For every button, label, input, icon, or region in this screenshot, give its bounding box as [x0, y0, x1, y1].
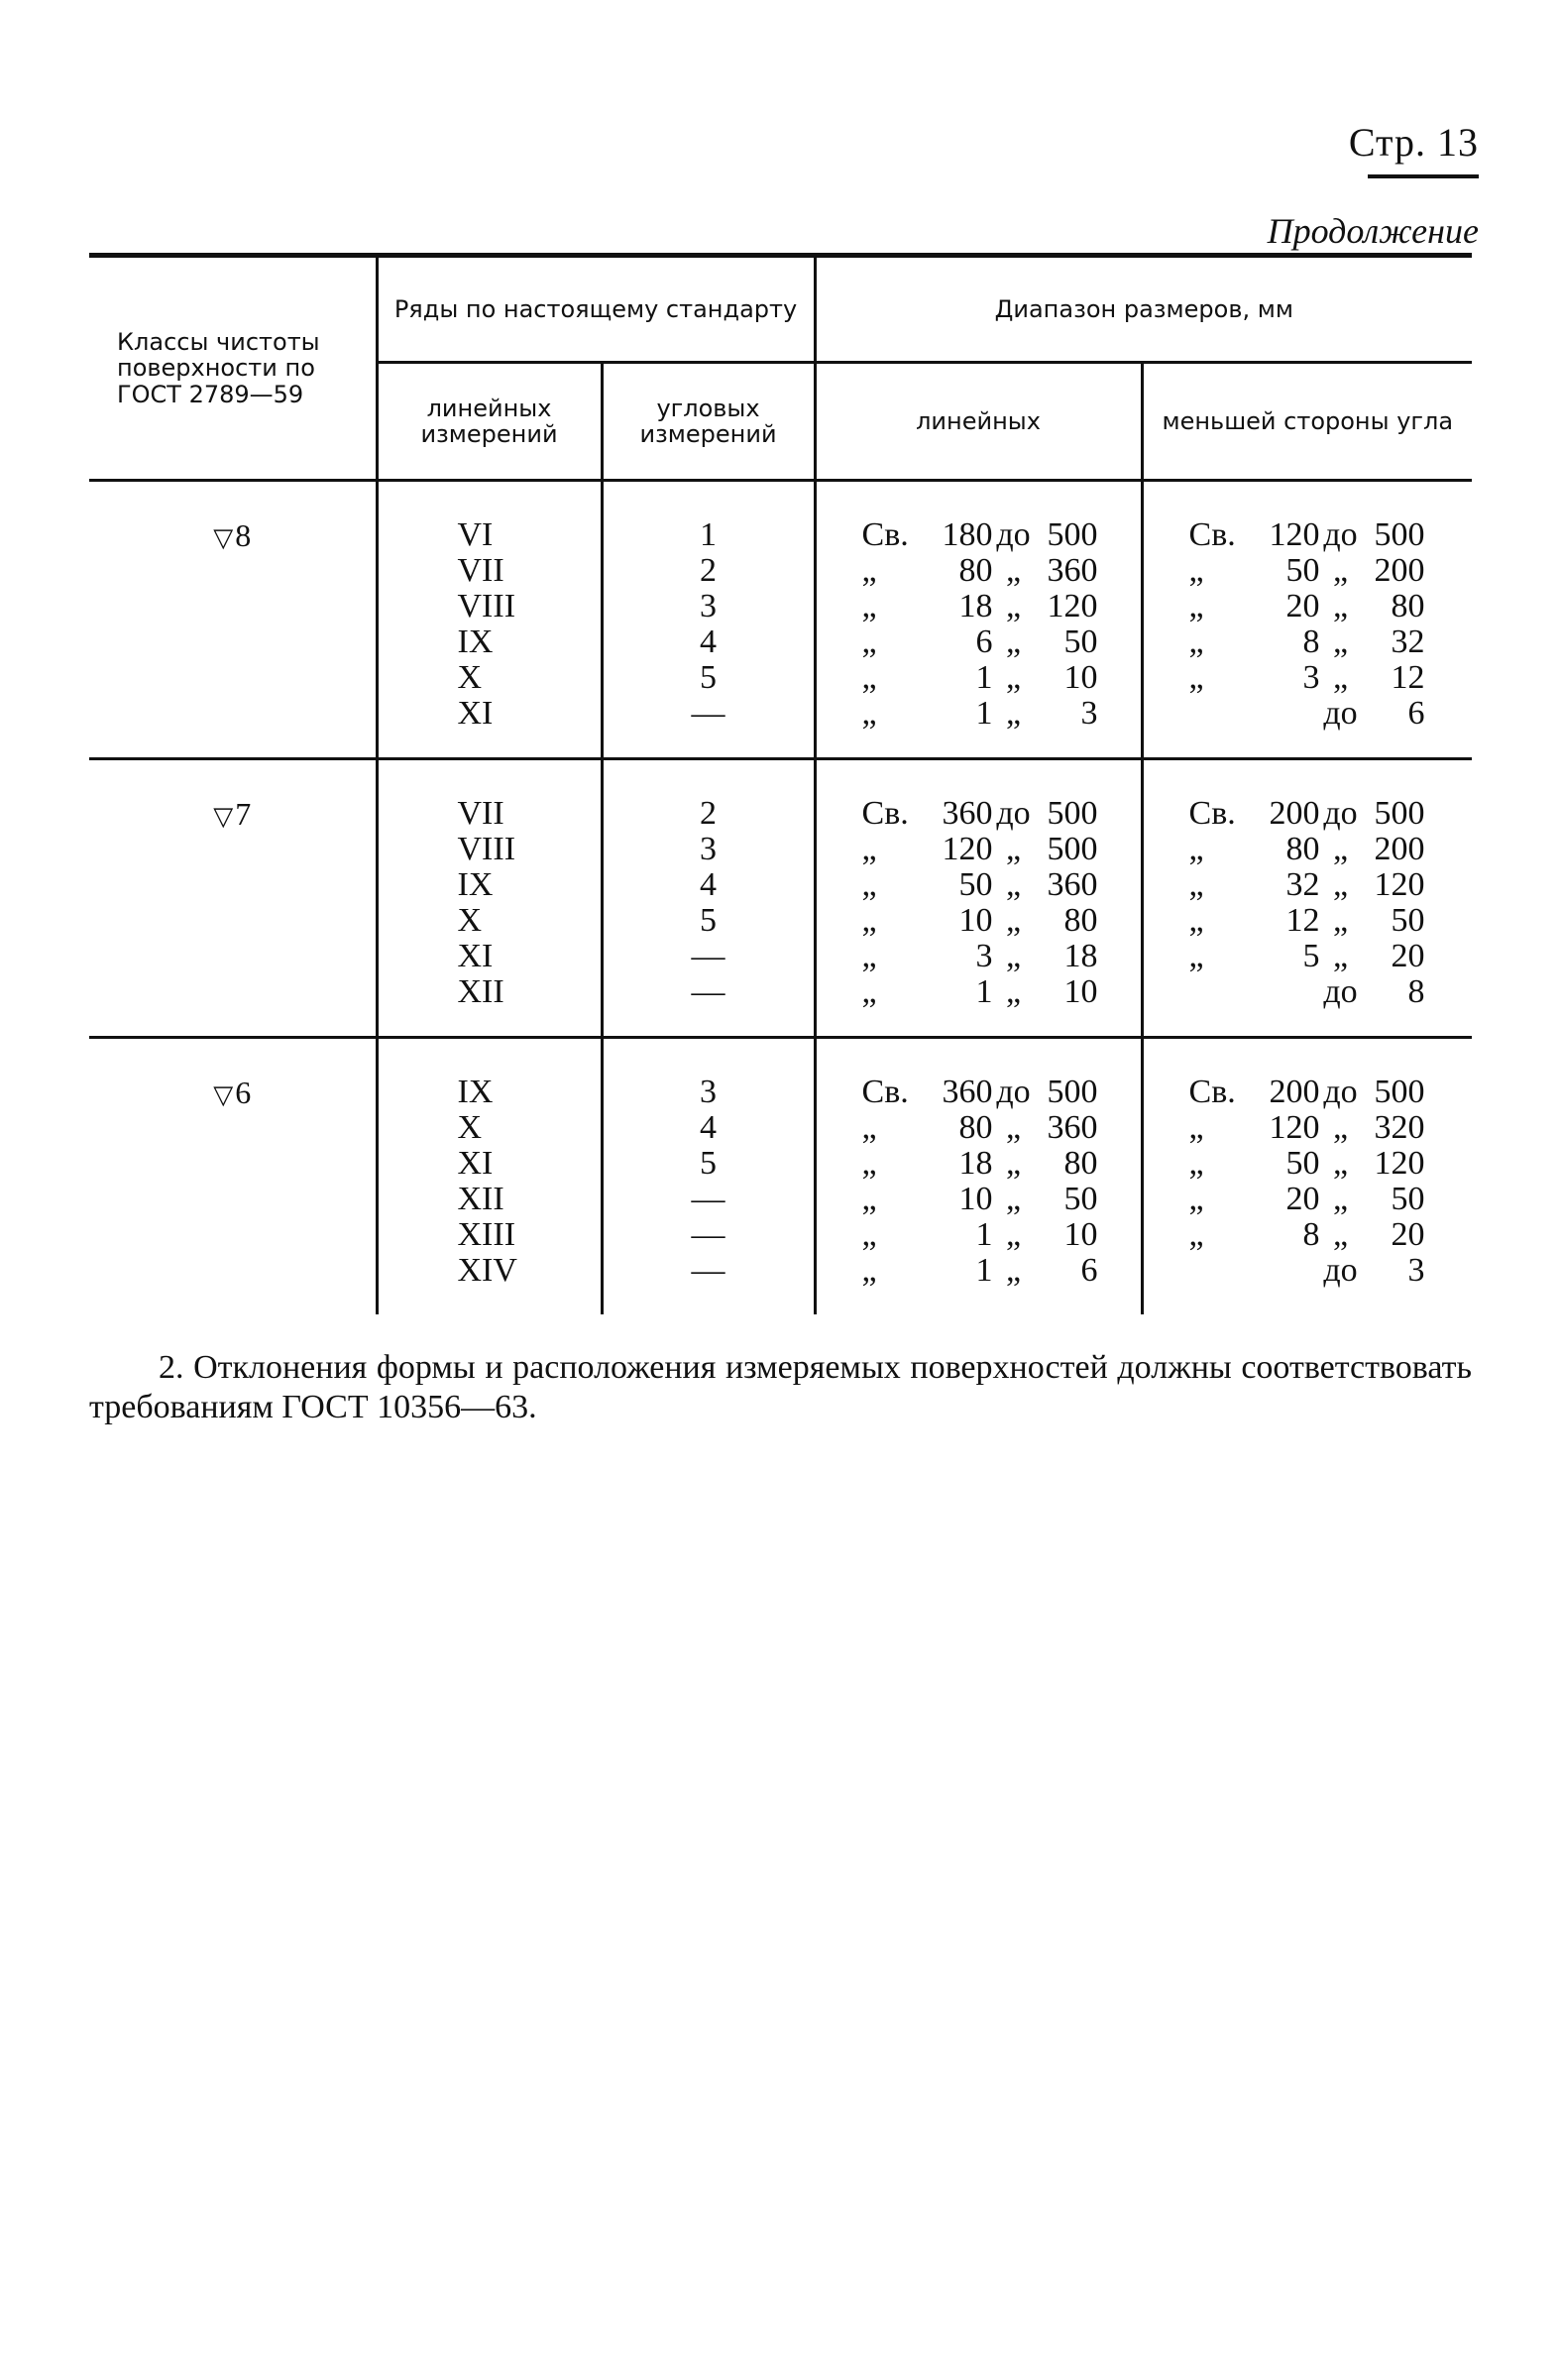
range-line — [1152, 624, 1465, 660]
range-prefix: „ — [1188, 938, 1204, 974]
surface-finish-icon: ▽ — [213, 523, 234, 553]
range-line — [825, 1182, 1133, 1217]
range-from: 3 — [1302, 659, 1320, 696]
range-from: 120 — [942, 831, 993, 867]
angular-row-value: 5 — [700, 1145, 717, 1182]
range-prefix: Св. — [1188, 516, 1236, 553]
range-line — [825, 832, 1133, 867]
range-to: 8 — [1407, 973, 1425, 1010]
range-from: 6 — [975, 623, 993, 660]
range-from: 32 — [1285, 866, 1320, 903]
range-line — [1152, 939, 1465, 974]
class-number: 6 — [235, 1075, 252, 1110]
range-to-word: „ — [1005, 973, 1022, 1010]
linear-row-value: XI — [457, 695, 494, 732]
range-to-word: „ — [1005, 1181, 1022, 1217]
angular-row-value: 5 — [700, 659, 717, 696]
range-to: 6 — [1407, 695, 1425, 732]
range-to-word: до — [996, 516, 1031, 553]
linear-row-value: IX — [457, 1074, 494, 1110]
range-to: 32 — [1391, 623, 1425, 660]
range-to: 20 — [1391, 1216, 1425, 1253]
range-prefix: „ — [861, 1109, 877, 1146]
range-prefix: „ — [861, 695, 877, 732]
range-from: 80 — [958, 552, 993, 589]
range-prefix: „ — [1188, 623, 1204, 660]
range-prefix: Св. — [861, 795, 909, 832]
angular-rows-cell — [602, 1038, 815, 1315]
header-rows-linear: линейных измерений — [377, 363, 602, 481]
range-to-word: „ — [1332, 831, 1349, 867]
range-prefix: Св. — [861, 1074, 909, 1110]
range-from: 360 — [942, 1074, 993, 1110]
range-to: 500 — [1047, 516, 1098, 553]
range-to-word: „ — [1332, 1181, 1349, 1217]
range-to-word: до — [996, 795, 1031, 832]
range-line — [1152, 903, 1465, 939]
range-to-word: „ — [1005, 623, 1022, 660]
range-from: 120 — [1269, 1109, 1320, 1146]
header-classes: Классы чистоты поверхности по ГОСТ 2789—59 — [89, 256, 377, 481]
range-prefix: Св. — [1188, 1074, 1236, 1110]
table-row — [89, 1038, 1472, 1315]
range-line — [825, 589, 1133, 624]
range-prefix: „ — [1188, 1216, 1204, 1253]
linear-row-value: X — [457, 902, 483, 939]
range-to: 500 — [1374, 516, 1425, 553]
range-prefix: „ — [1188, 902, 1204, 939]
range-line — [1152, 660, 1465, 696]
range-from: 360 — [942, 795, 993, 832]
range-to: 500 — [1047, 795, 1098, 832]
range-line — [1152, 832, 1465, 867]
note-paragraph: 2. Отклонения формы и расположения измеряемых поверхностей должны соответствовать требованиям ГОСТ 10356—63. — [89, 1349, 1472, 1425]
range-to-word: „ — [1005, 695, 1022, 732]
range-prefix: „ — [861, 866, 877, 903]
tolerance-table — [89, 253, 1472, 1314]
range-line — [1152, 1146, 1465, 1182]
angular-row-value: 4 — [700, 866, 717, 903]
range-prefix: „ — [861, 623, 877, 660]
range-to-word: до — [1323, 795, 1358, 832]
range-prefix: „ — [1188, 552, 1204, 589]
range-from: 1 — [975, 659, 993, 696]
range-to-word: „ — [1332, 623, 1349, 660]
range-line — [825, 1217, 1133, 1253]
angular-row-value: 3 — [700, 1074, 717, 1110]
range-to: 50 — [1391, 1181, 1425, 1217]
linear-rows-cell — [377, 759, 602, 1038]
range-to-word: „ — [1005, 588, 1022, 624]
range-to-word: „ — [1005, 866, 1022, 903]
range-from: 200 — [1269, 795, 1320, 832]
range-from: 8 — [1302, 623, 1320, 660]
range-to: 200 — [1374, 552, 1425, 589]
linear-row-value: XIII — [457, 1216, 516, 1253]
range-prefix: „ — [1188, 831, 1204, 867]
range-prefix: „ — [1188, 588, 1204, 624]
linear-row-value: IX — [457, 623, 494, 660]
page-number-underline — [1368, 174, 1479, 178]
range-line — [1152, 796, 1465, 832]
surface-finish-icon: ▽ — [213, 802, 234, 832]
range-line — [825, 660, 1133, 696]
range-to: 50 — [1063, 623, 1098, 660]
range-to: 18 — [1063, 938, 1098, 974]
table-row — [89, 481, 1472, 759]
range-to: 360 — [1047, 552, 1098, 589]
angular-row-value: — — [691, 695, 725, 732]
range-to: 120 — [1047, 588, 1098, 624]
range-to-word: „ — [1332, 1109, 1349, 1146]
linear-row-value: VIII — [457, 831, 516, 867]
range-to: 50 — [1063, 1181, 1098, 1217]
range-to-word: „ — [1005, 902, 1022, 939]
range-prefix: Св. — [1188, 795, 1236, 832]
linear-row-value: X — [457, 1109, 483, 1146]
range-to-word: до — [996, 1074, 1031, 1110]
range-to-word: „ — [1005, 831, 1022, 867]
linear-row-value: VI — [457, 516, 494, 553]
range-prefix: „ — [861, 1252, 877, 1289]
range-line — [1152, 553, 1465, 589]
range-prefix: „ — [1188, 1145, 1204, 1182]
angular-row-value: — — [691, 1216, 725, 1253]
linear-range-cell — [815, 481, 1142, 759]
range-to-word: „ — [1332, 552, 1349, 589]
angle-range-cell — [1142, 759, 1472, 1038]
range-prefix: „ — [861, 973, 877, 1010]
angular-row-value: — — [691, 938, 725, 974]
angular-row-value: 4 — [700, 623, 717, 660]
range-to-word: „ — [1332, 866, 1349, 903]
range-line — [825, 553, 1133, 589]
range-from: 1 — [975, 973, 993, 1010]
linear-rows-cell — [377, 481, 602, 759]
range-to: 360 — [1047, 1109, 1098, 1146]
range-prefix: „ — [861, 1145, 877, 1182]
range-line — [825, 939, 1133, 974]
range-line — [1152, 867, 1465, 903]
range-to-word: „ — [1332, 588, 1349, 624]
range-from: 50 — [1285, 552, 1320, 589]
range-from: 10 — [958, 1181, 993, 1217]
range-to: 3 — [1407, 1252, 1425, 1289]
range-from: 1 — [975, 1216, 993, 1253]
range-line — [825, 696, 1133, 732]
page-number: Стр. 13 — [1348, 120, 1479, 165]
range-prefix: „ — [861, 659, 877, 696]
range-from: 5 — [1302, 938, 1320, 974]
range-to-word: „ — [1332, 902, 1349, 939]
linear-row-value: X — [457, 659, 483, 696]
linear-range-cell — [815, 1038, 1142, 1315]
range-to: 6 — [1080, 1252, 1098, 1289]
angular-rows-cell — [602, 481, 815, 759]
range-to: 360 — [1047, 866, 1098, 903]
range-to-word: „ — [1005, 1109, 1022, 1146]
range-from: 1 — [975, 695, 993, 732]
range-line — [1152, 1217, 1465, 1253]
range-to-word: до — [1323, 1074, 1358, 1110]
range-to: 10 — [1063, 659, 1098, 696]
linear-row-value: VII — [457, 795, 504, 832]
range-to-word: „ — [1332, 938, 1349, 974]
continued-label: Продолжение — [1267, 211, 1479, 251]
range-to: 20 — [1391, 938, 1425, 974]
range-to: 500 — [1047, 831, 1098, 867]
range-line — [1152, 1253, 1465, 1289]
range-to: 10 — [1063, 1216, 1098, 1253]
class-cell — [89, 481, 377, 759]
angular-row-value: — — [691, 1181, 725, 1217]
angular-row-value: — — [691, 1252, 725, 1289]
header-range-angle: меньшей стороны угла — [1142, 363, 1472, 481]
range-to-word: „ — [1005, 1145, 1022, 1182]
header-range: Диапазон размеров, мм — [815, 256, 1472, 363]
header-rows: Ряды по настоящему стандарту — [377, 256, 815, 363]
table-row — [89, 759, 1472, 1038]
range-prefix: „ — [861, 938, 877, 974]
table-body — [89, 481, 1472, 1315]
header-range-linear: линейных — [815, 363, 1142, 481]
angular-row-value: 5 — [700, 902, 717, 939]
range-line — [1152, 974, 1465, 1010]
range-to: 500 — [1374, 1074, 1425, 1110]
range-prefix: Св. — [861, 516, 909, 553]
range-from: 200 — [1269, 1074, 1320, 1110]
range-to: 80 — [1391, 588, 1425, 624]
angular-rows-cell — [602, 759, 815, 1038]
surface-finish-icon: ▽ — [213, 1080, 234, 1110]
class-number: 8 — [235, 517, 252, 553]
linear-row-value: XIV — [457, 1252, 517, 1289]
range-line — [825, 1110, 1133, 1146]
angle-range-cell — [1142, 481, 1472, 759]
range-to-word: до — [1323, 1252, 1358, 1289]
range-to-word: „ — [1005, 552, 1022, 589]
range-line — [1152, 517, 1465, 553]
range-to-word: „ — [1332, 1145, 1349, 1182]
range-to: 10 — [1063, 973, 1098, 1010]
angular-row-value: 1 — [700, 516, 717, 553]
range-line — [1152, 696, 1465, 732]
range-line — [825, 974, 1133, 1010]
angular-row-value: 3 — [700, 588, 717, 624]
tolerance-table-container — [89, 253, 1472, 1314]
range-from: 120 — [1269, 516, 1320, 553]
range-to-word: „ — [1005, 938, 1022, 974]
range-to: 80 — [1063, 902, 1098, 939]
range-prefix: „ — [861, 1181, 877, 1217]
range-from: 20 — [1285, 588, 1320, 624]
range-prefix: „ — [861, 552, 877, 589]
range-from: 18 — [958, 1145, 993, 1182]
range-line — [825, 1075, 1133, 1110]
angular-row-value: 2 — [700, 552, 717, 589]
linear-row-value: VII — [457, 552, 504, 589]
range-to-word: до — [1323, 516, 1358, 553]
class-cell — [89, 759, 377, 1038]
range-to: 200 — [1374, 831, 1425, 867]
range-prefix: „ — [861, 1216, 877, 1253]
range-prefix: „ — [1188, 866, 1204, 903]
range-prefix: „ — [861, 902, 877, 939]
range-to: 80 — [1063, 1145, 1098, 1182]
range-to-word: „ — [1005, 1216, 1022, 1253]
range-prefix: „ — [861, 831, 877, 867]
range-prefix: „ — [861, 588, 877, 624]
class-cell — [89, 1038, 377, 1315]
range-to: 3 — [1080, 695, 1098, 732]
range-from: 50 — [1285, 1145, 1320, 1182]
range-from: 12 — [1285, 902, 1320, 939]
range-from: 80 — [958, 1109, 993, 1146]
linear-row-value: XII — [457, 1181, 504, 1217]
range-to: 120 — [1374, 1145, 1425, 1182]
range-line — [1152, 589, 1465, 624]
range-from: 18 — [958, 588, 993, 624]
range-line — [825, 903, 1133, 939]
linear-range-cell — [815, 759, 1142, 1038]
range-to-word: „ — [1005, 1252, 1022, 1289]
range-to-word: до — [1323, 973, 1358, 1010]
angle-range-cell — [1142, 1038, 1472, 1315]
class-number: 7 — [235, 796, 252, 832]
range-line — [1152, 1075, 1465, 1110]
range-to: 500 — [1374, 795, 1425, 832]
range-from: 80 — [1285, 831, 1320, 867]
range-line — [1152, 1182, 1465, 1217]
range-from: 50 — [958, 866, 993, 903]
range-line — [825, 796, 1133, 832]
linear-row-value: IX — [457, 866, 494, 903]
range-from: 180 — [942, 516, 993, 553]
range-to: 500 — [1047, 1074, 1098, 1110]
angular-row-value: 3 — [700, 831, 717, 867]
range-to-word: „ — [1332, 659, 1349, 696]
range-prefix: „ — [1188, 1109, 1204, 1146]
range-line — [825, 867, 1133, 903]
range-from: 10 — [958, 902, 993, 939]
range-from: 3 — [975, 938, 993, 974]
range-from: 1 — [975, 1252, 993, 1289]
range-prefix: „ — [1188, 659, 1204, 696]
range-to-word: „ — [1332, 1216, 1349, 1253]
range-to: 320 — [1374, 1109, 1425, 1146]
linear-row-value: VIII — [457, 588, 516, 624]
range-line — [825, 624, 1133, 660]
range-to-word: до — [1323, 695, 1358, 732]
range-line — [825, 1146, 1133, 1182]
angular-row-value: 4 — [700, 1109, 717, 1146]
range-to: 12 — [1391, 659, 1425, 696]
range-to: 50 — [1391, 902, 1425, 939]
angular-row-value: 2 — [700, 795, 717, 832]
angular-row-value: — — [691, 973, 725, 1010]
range-line — [825, 517, 1133, 553]
range-from: 20 — [1285, 1181, 1320, 1217]
range-to: 120 — [1374, 866, 1425, 903]
linear-row-value: XII — [457, 973, 504, 1010]
header-rows-angular: угловых измерений — [602, 363, 815, 481]
range-prefix: „ — [1188, 1181, 1204, 1217]
linear-row-value: XI — [457, 938, 494, 974]
range-line — [1152, 1110, 1465, 1146]
range-line — [825, 1253, 1133, 1289]
linear-row-value: XI — [457, 1145, 494, 1182]
range-to-word: „ — [1005, 659, 1022, 696]
linear-rows-cell — [377, 1038, 602, 1315]
range-from: 8 — [1302, 1216, 1320, 1253]
